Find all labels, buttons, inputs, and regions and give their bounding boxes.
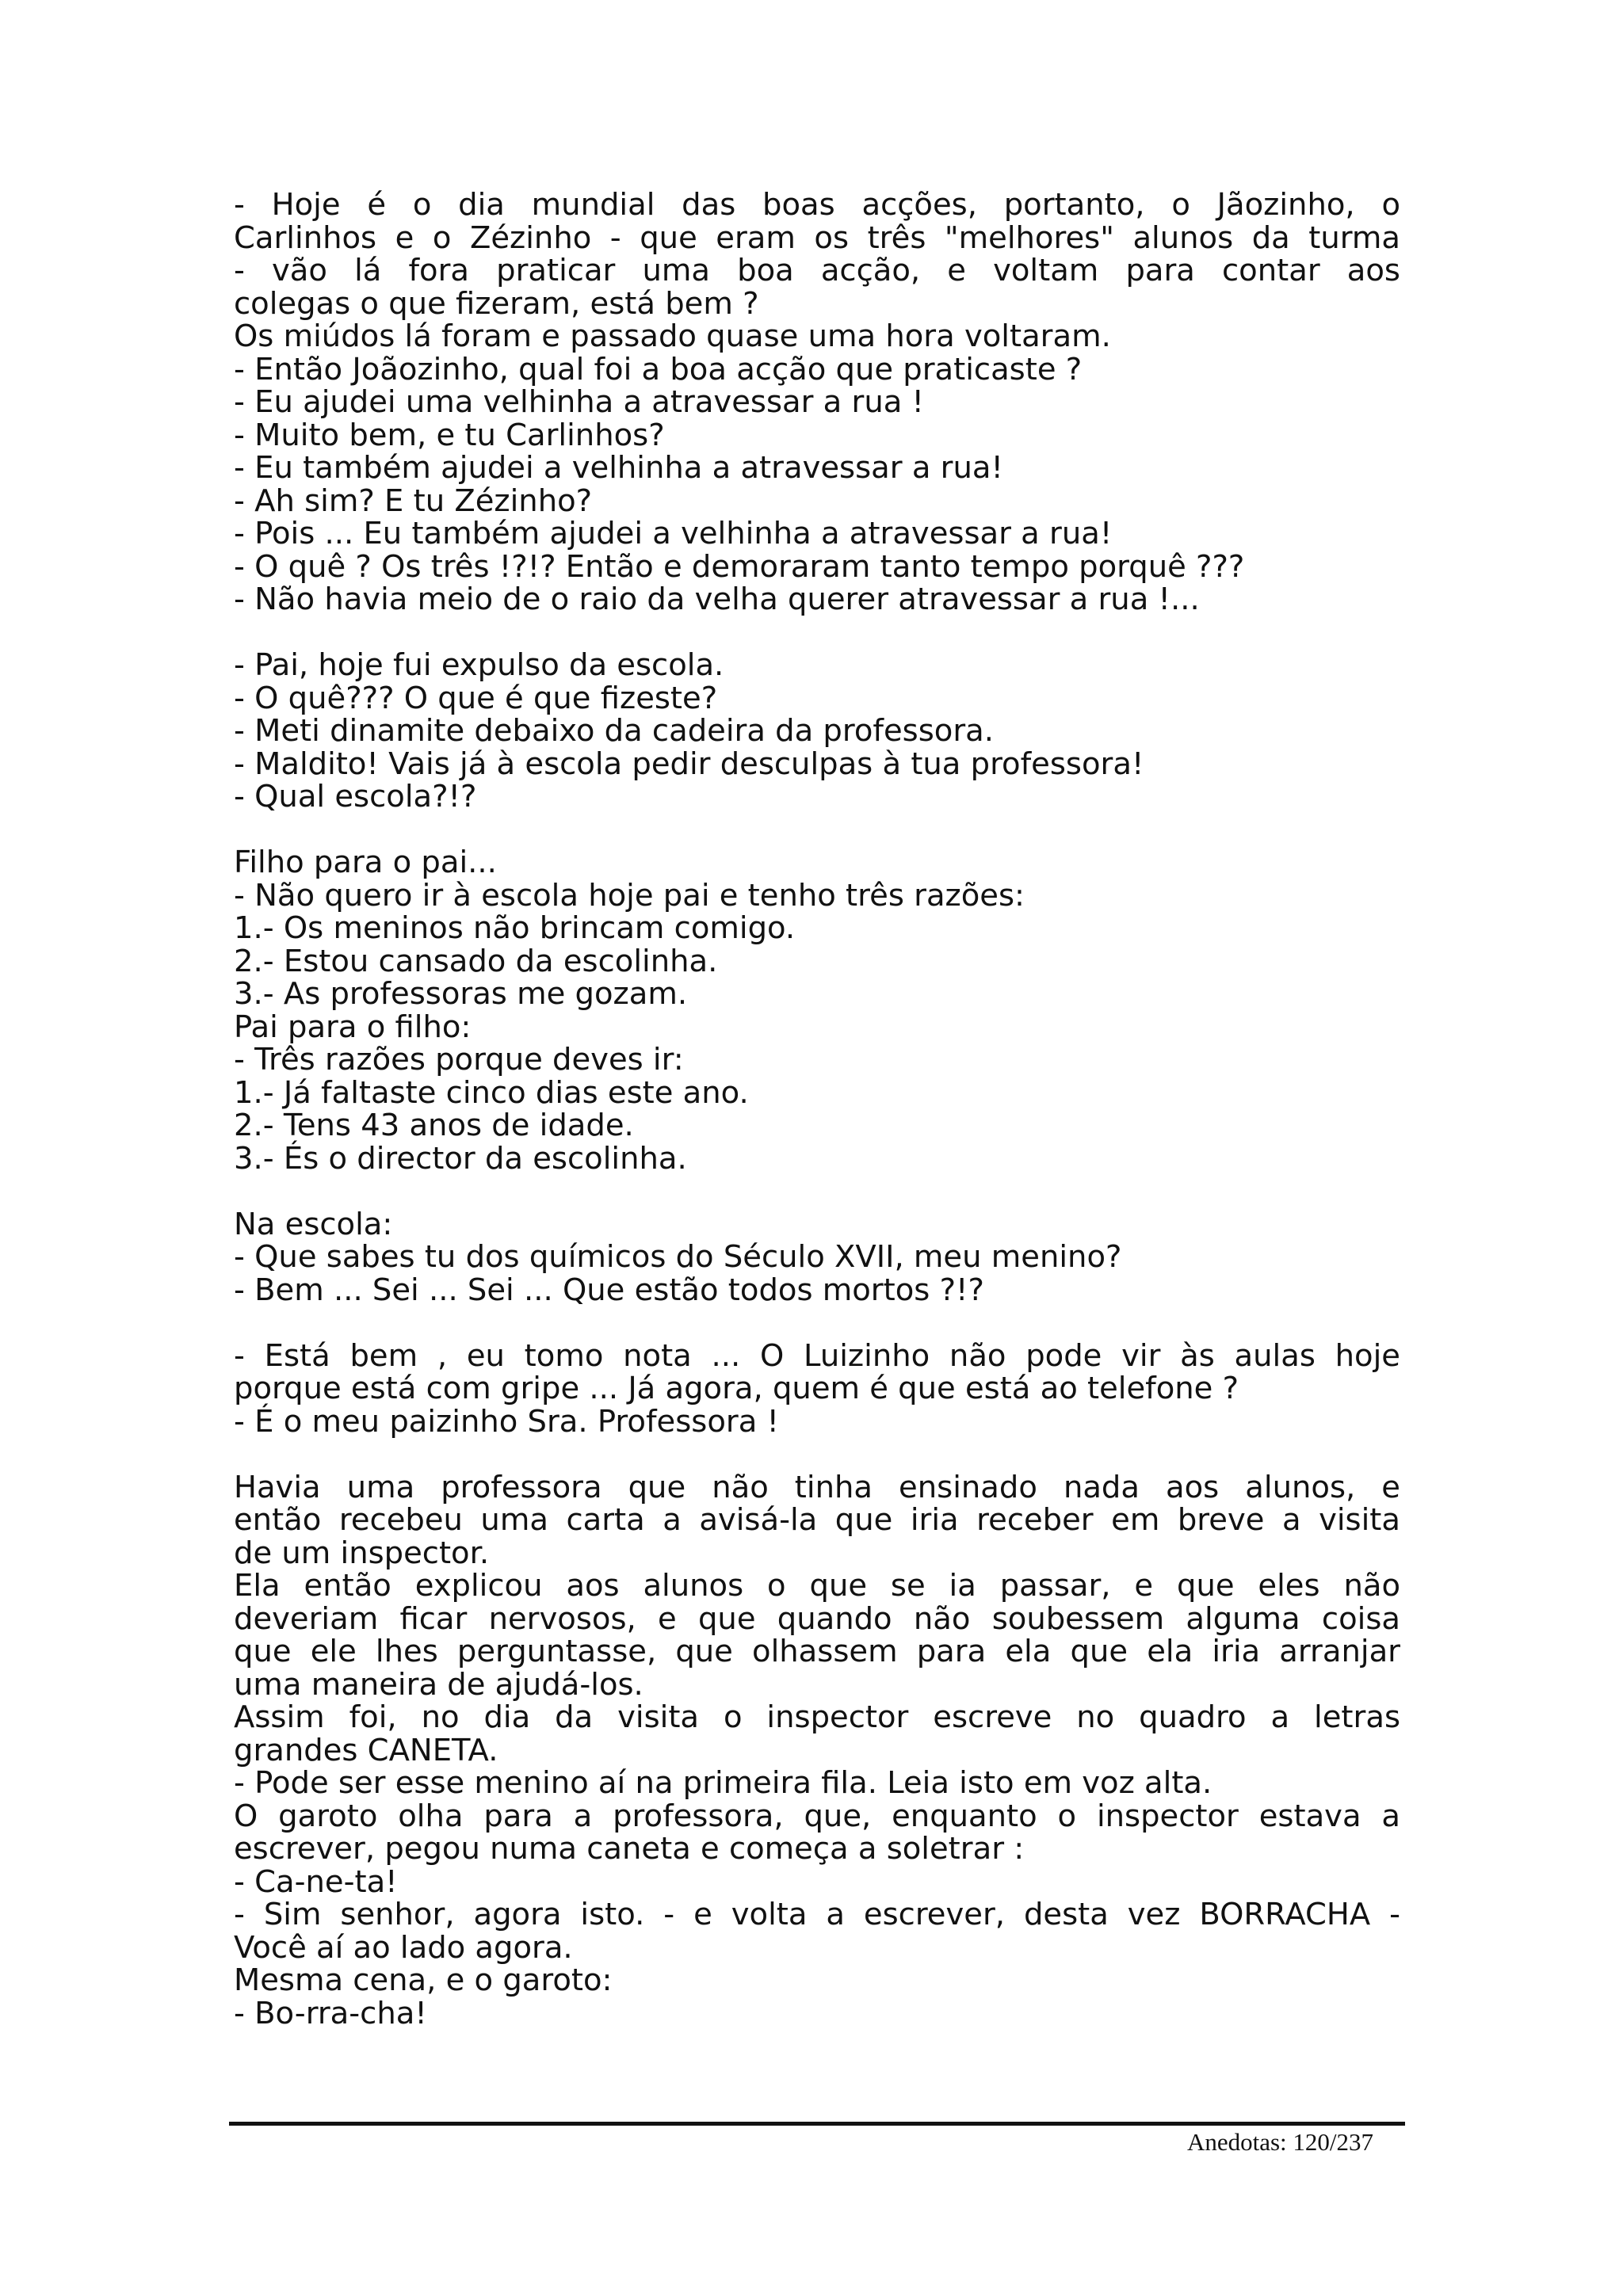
text-line: - Maldito! Vais já à escola pedir desculpas à tua professora! — [234, 746, 1144, 782]
text-line: que ele lhes perguntasse, que olhassem para ela que ela iria arranjar — [234, 1634, 1400, 1669]
text-line: - Três razões porque deves ir: — [234, 1042, 684, 1077]
text-line: então recebeu uma carta a avisá-la que iria receber em breve a visita — [234, 1502, 1400, 1538]
text-line: Havia uma professora que não tinha ensinado nada aos alunos, e — [234, 1469, 1400, 1505]
text-line: Ela então explicou aos alunos o que se ia passar, e que eles não — [234, 1568, 1400, 1604]
text-line: 3.- As professoras me gozam. — [234, 976, 688, 1012]
text-line: colegas o que fizeram, está bem ? — [234, 285, 759, 322]
text-line: - Meti dinamite debaixo da cadeira da professora. — [234, 713, 994, 749]
document-body — [234, 189, 1400, 2030]
text-line: 2.- Tens 43 anos de idade. — [234, 1108, 634, 1143]
text-line: - Qual escola?!? — [234, 779, 477, 814]
text-line: - Muito bem, e tu Carlinhos? — [234, 417, 665, 453]
text-line: - O quê??? O que é que fizeste? — [234, 680, 718, 716]
text-line: 2.- Estou cansado da escolinha. — [234, 943, 718, 979]
text-line: - Bem ... Sei ... Sei ... Que estão todos mortos ?!? — [234, 1272, 984, 1308]
text-line: - É o meu paizinho Sra. Professora ! — [234, 1403, 779, 1440]
text-line: O garoto olha para a professora, que, enquanto o inspector estava a — [234, 1798, 1400, 1834]
text-block — [234, 1208, 1400, 1307]
text-line: Na escola: — [234, 1206, 393, 1242]
text-line: Assim foi, no dia da visita o inspector escreve no quadro a letras — [234, 1699, 1400, 1735]
text-line: deveriam ficar nervosos, e que quando não soubessem alguma coisa — [234, 1600, 1400, 1637]
text-line: Os miúdos lá foram e passado quase uma hora voltaram. — [234, 318, 1111, 354]
text-line: - Hoje é o dia mundial das boas acções, portanto, o Jãozinho, o — [234, 187, 1400, 223]
text-line: Pai para o filho: — [234, 1009, 472, 1045]
text-block — [234, 1471, 1400, 2031]
text-line: - Sim senhor, agora isto. - e volta a escrever, desta vez BORRACHA - — [234, 1897, 1400, 1932]
text-line: - O quê ? Os três !?!? Então e demoraram tanto tempo porquê ??? — [234, 548, 1245, 585]
text-line: 1.- Os meninos não brincam comigo. — [234, 910, 796, 946]
text-line: Carlinhos e o Zézinho - que eram os três "melhores" alunos da turma — [234, 219, 1400, 256]
text-line: 1.- Já faltaste cinco dias este ano. — [234, 1074, 749, 1111]
text-block — [234, 1337, 1400, 1440]
text-line: Filho para o pai... — [234, 845, 497, 880]
text-line: - Bo-rra-cha! — [234, 1995, 427, 2031]
text-line: - Pode ser esse menino aí na primeira fila. Leia isto em voz alta. — [234, 1765, 1212, 1801]
text-line: - Que sabes tu dos químicos do Século XVII, meu menino? — [234, 1239, 1122, 1275]
text-line: - Eu também ajudei a velhinha a atravessar a rua! — [234, 450, 1003, 486]
text-line: Você aí ao lado agora. — [234, 1929, 573, 1966]
text-block — [234, 189, 1400, 616]
text-line: porque está com gripe ... Já agora, quem é que está ao telefone ? — [234, 1371, 1239, 1406]
text-line: escrever, pegou numa caneta e começa a soletrar : — [234, 1831, 1025, 1867]
text-block — [234, 846, 1400, 1175]
text-line: 3.- És o director da escolinha. — [234, 1140, 687, 1177]
text-line: uma maneira de ajudá-los. — [234, 1666, 643, 1703]
text-line: - vão lá fora praticar uma boa acção, e voltam para contar aos — [234, 253, 1400, 288]
text-line: de um inspector. — [234, 1535, 490, 1571]
page-footer: Anedotas: 120/237 — [1186, 2128, 1373, 2156]
text-line: - Então Joãozinho, qual foi a boa acção que praticaste ? — [234, 351, 1083, 387]
text-line: grandes CANETA. — [234, 1732, 498, 1768]
text-line: - Ca-ne-ta! — [234, 1863, 398, 1900]
text-line: - Pois ... Eu também ajudei a velhinha a atravessar a rua! — [234, 516, 1113, 551]
text-line: - Eu ajudei uma velhinha a atravessar a rua ! — [234, 384, 924, 420]
text-line: - Ah sim? E tu Zézinho? — [234, 482, 593, 519]
text-line: - Não quero ir à escola hoje pai e tenho três razões: — [234, 877, 1025, 913]
footer-rule — [229, 2122, 1405, 2126]
text-block — [234, 649, 1400, 814]
text-line: - Não havia meio de o raio da velha querer atravessar a rua !... — [234, 582, 1200, 617]
text-line: - Pai, hoje fui expulso da escola. — [234, 647, 724, 683]
text-line: Mesma cena, e o garoto: — [234, 1962, 613, 1998]
text-line: - Está bem , eu tomo nota ... O Luizinho não pode vir às aulas hoje — [234, 1337, 1400, 1374]
